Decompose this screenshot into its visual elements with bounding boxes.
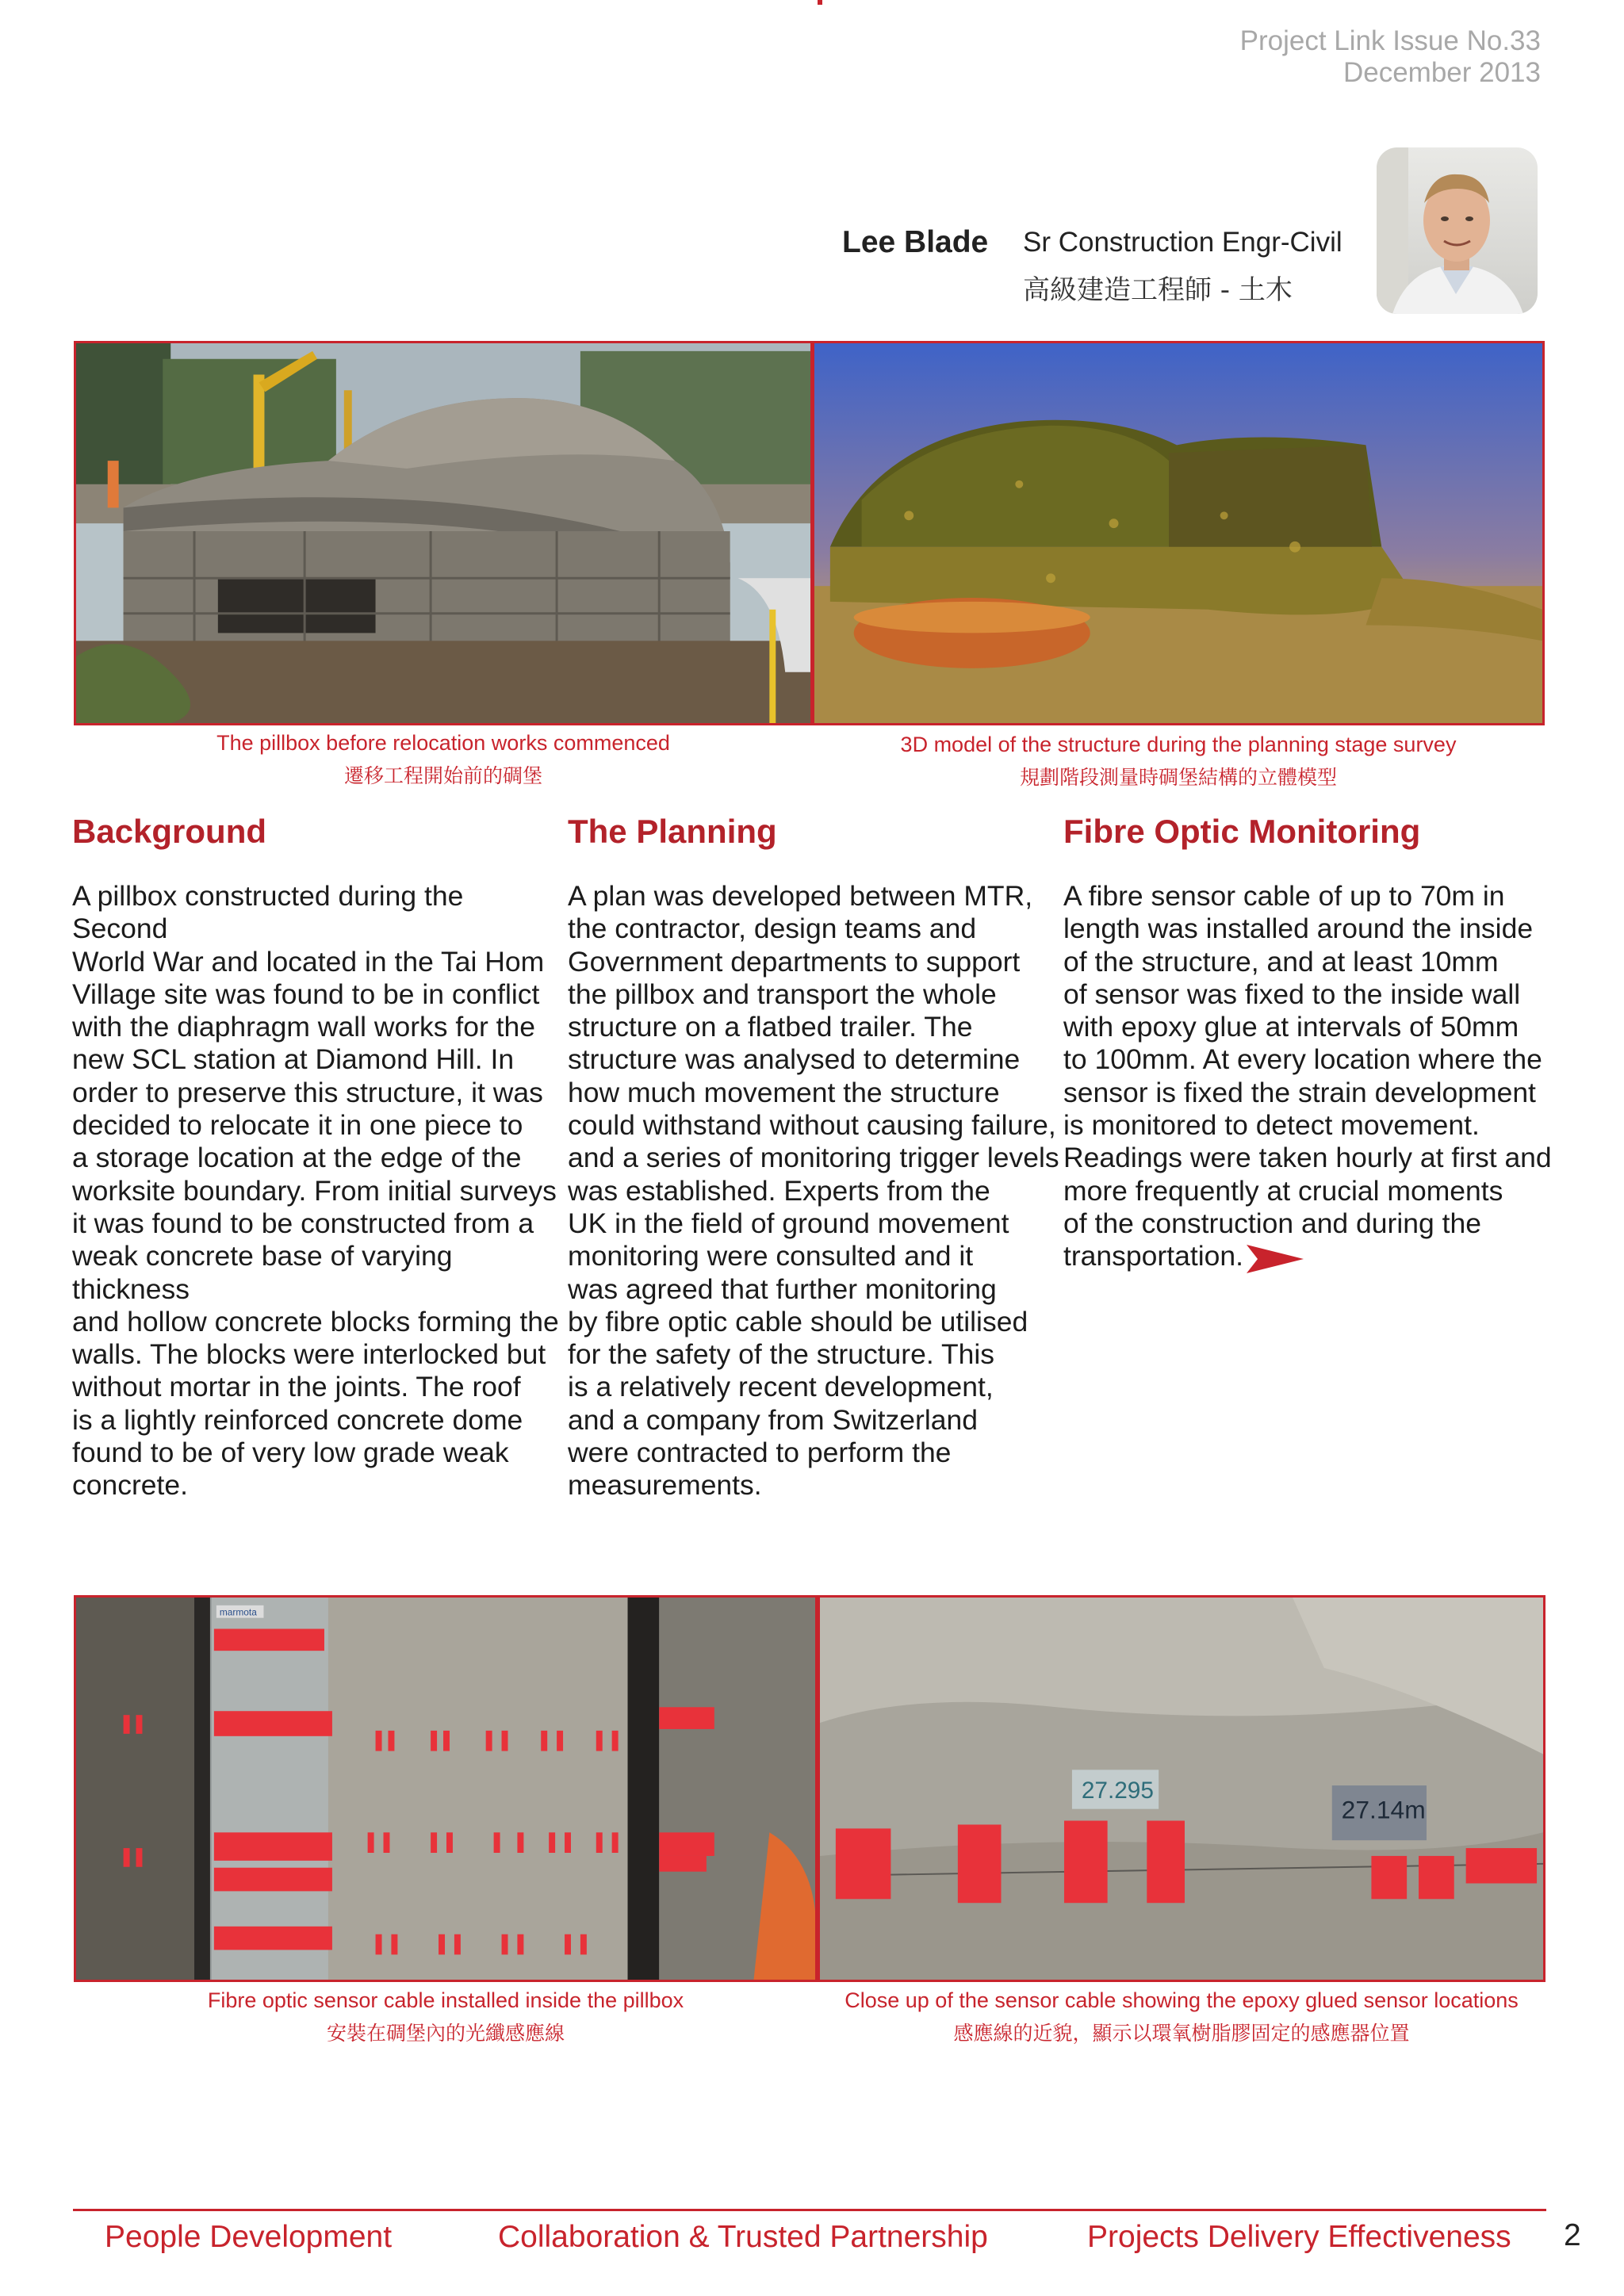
caption-3d-model-en: 3D model of the structure during the planning stage survey [900, 733, 1457, 756]
issue-info [1240, 25, 1541, 89]
caption-pillbox-before-en: The pillbox before relocation works commenced [216, 731, 670, 755]
heading-fibre-optic: Fibre Optic Monitoring [1063, 813, 1421, 850]
issue-number: Project Link Issue No.33 [1239, 25, 1541, 56]
caption-sensor-closeup [818, 1984, 1545, 2050]
page-number: 2 [1564, 2218, 1581, 2252]
footer-collaboration: Collaboration & Trusted Partnership [498, 2220, 988, 2254]
caption-pillbox-before [74, 726, 813, 793]
photo-3d-model [812, 341, 1545, 725]
author-role-zh: 高級建造工程師 - 土木 [1023, 274, 1293, 306]
caption-sensor-cable-zh: 安裝在碉堡內的光纖感應線 [326, 2022, 565, 2045]
sensor-position-label-2: 27.14m [1341, 1795, 1426, 1824]
text-background: A pillbox constructed during the Second World War and located in the Tai Hom Village site was found to be in conflict with the diaphragm wall works for the new SCL station at Diamond Hill. In order to preserve this structure, it was decided to relocate it in one piece to a storage location at the edge of the worksite boundary. From initial surveys it was found to be constructed from a weak concrete base of varying thickness and hollow concrete blocks forming the walls. The blocks were interlocked but without mortar in the joints. The roof is a lightly reinforced concrete dome found to be of very low grade weak concrete. [72, 880, 559, 1502]
caption-pillbox-before-zh: 遷移工程開始前的碉堡 [343, 764, 542, 787]
photo-pillbox-before [74, 341, 813, 725]
caption-sensor-closeup-en: Close up of the sensor cable showing the epoxy glued sensor locations [845, 1988, 1519, 2012]
caption-3d-model [812, 728, 1545, 794]
author-name: Lee Blade [842, 225, 989, 259]
sensor-position-label-1: 27.295 [1081, 1777, 1154, 1804]
photo-sensor-cable [74, 1595, 818, 1982]
text-fibre-optic: A fibre sensor cable of up to 70m in length was installed around the inside of the structure, and at least 10mm of sensor was fixed to the inside wall with epoxy glue at intervals of 50mm to 100mm. At every location where the sensor is fixed the strain development is monitored to detect movement. Readings were taken hourly at first and more frequently at crucial moments of the construction and during the transportation. [1063, 880, 1552, 1272]
photo-sensor-closeup-frame [818, 0, 822, 5]
issue-date: December 2013 [1342, 57, 1541, 88]
continue-arrow-icon [1247, 1245, 1304, 1273]
footer-people-development: People Development [105, 2220, 393, 2254]
text-planning: A plan was developed between MTR, the contractor, design teams and Government departments to support the pillbox and transport the whole structure on a flatbed trailer. The structure was analysed to determine how much movement the structure could withstand without causing failure, and a series of monitoring trigger levels was established. Experts from the UK in the field of ground movement monitoring were consulted and it was agreed that further monitoring by fibre optic cable should be utilised for the safety of the structure. This is a relatively recent development, and a company from Switzerland were contracted to perform the measurements. [568, 880, 1059, 1502]
heading-background: Background [72, 813, 267, 850]
footer-divider [73, 2209, 1546, 2211]
footer-projects-delivery: Projects Delivery Effectiveness [1087, 2220, 1511, 2254]
caption-sensor-cable [74, 1984, 818, 2050]
author-portrait [1377, 147, 1538, 314]
caption-sensor-closeup-zh: 感應線的近貌，顯示以環氧樹脂膠固定的感應器位置 [953, 2022, 1410, 2045]
sensor-brand-label: marmota [219, 1606, 257, 1618]
author-role: Sr Construction Engr-Civil [1023, 227, 1342, 258]
heading-planning: The Planning [568, 813, 777, 850]
caption-3d-model-zh: 規劃階段測量時碉堡結構的立體模型 [1019, 766, 1337, 789]
caption-sensor-cable-en: Fibre optic sensor cable installed inside the pillbox [207, 1988, 684, 2012]
photo-sensor-closeup [818, 1595, 1545, 1982]
